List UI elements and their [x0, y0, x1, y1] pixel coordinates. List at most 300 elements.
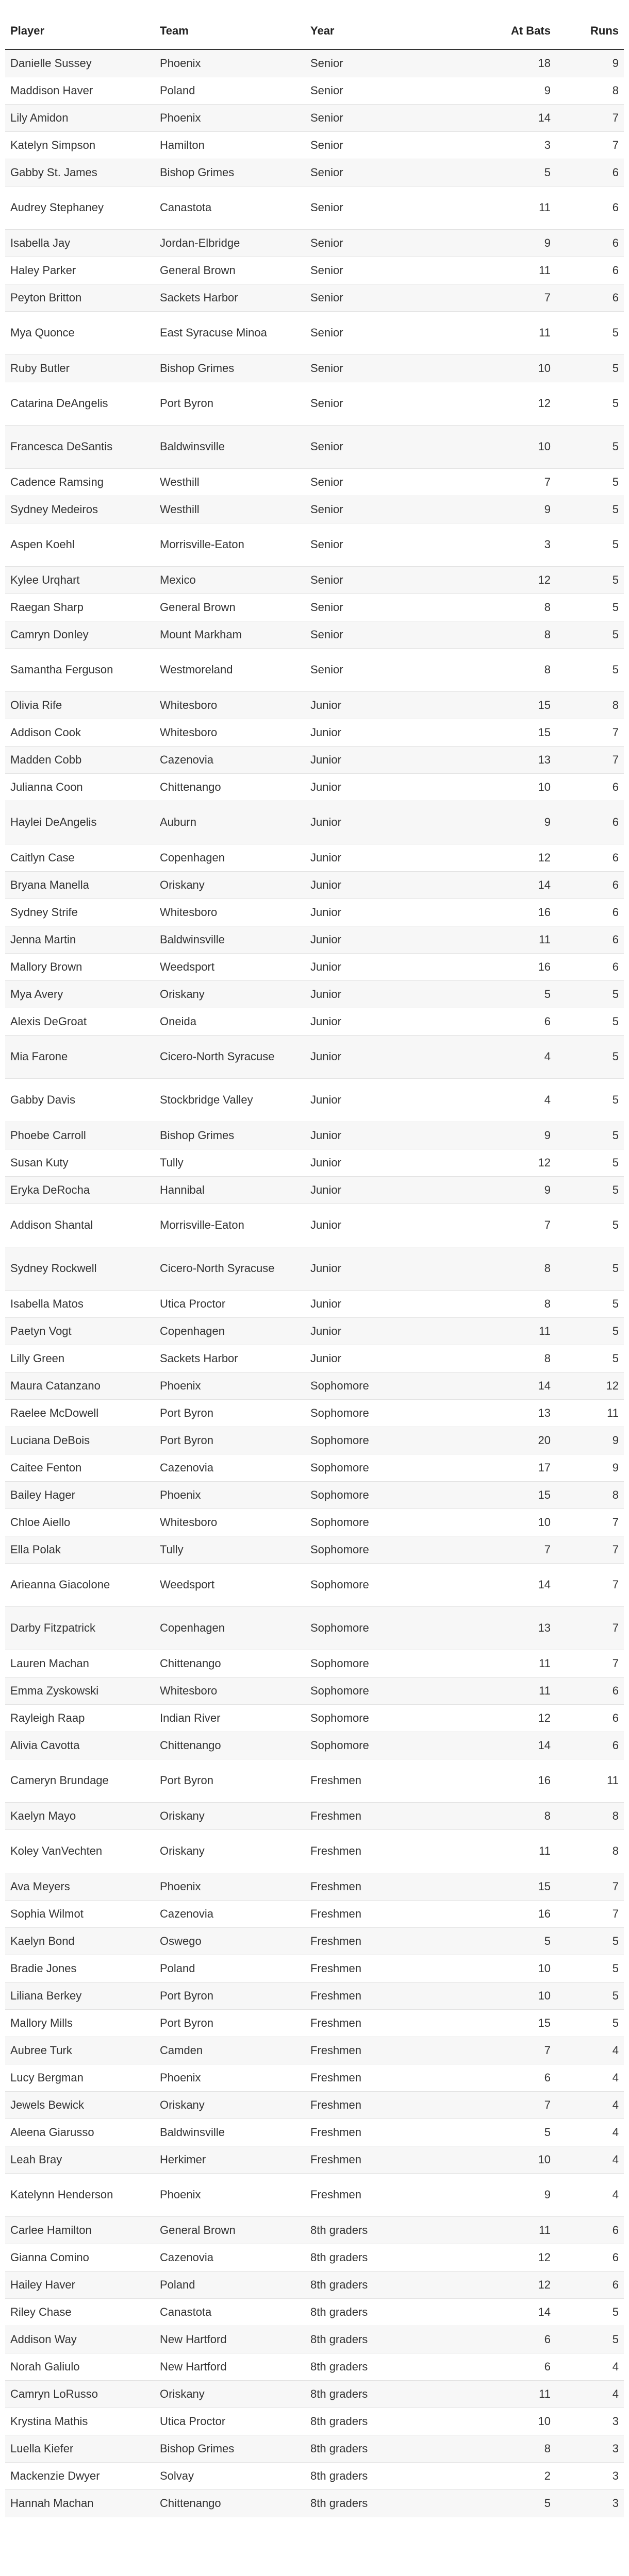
cell-runs: 5: [556, 468, 624, 496]
cell-year: Senior: [305, 77, 422, 104]
cell-year: Junior: [305, 1149, 422, 1176]
cell-player: Audrey Stephaney: [5, 186, 155, 229]
table-row: [5, 1204, 624, 1247]
cell-at-bats: 14: [422, 104, 556, 131]
cell-team: Baldwinsville: [155, 2119, 305, 2146]
cell-player: Sydney Strife: [5, 899, 155, 926]
cell-at-bats: 8: [422, 1290, 556, 1317]
cell-runs: 5: [556, 1204, 624, 1247]
cell-player: Liliana Berkey: [5, 1982, 155, 2009]
cell-team: Baldwinsville: [155, 926, 305, 953]
cell-at-bats: 13: [422, 746, 556, 773]
cell-year: Sophomore: [305, 1399, 422, 1427]
cell-at-bats: 5: [422, 159, 556, 186]
cell-year: Senior: [305, 131, 422, 159]
cell-at-bats: 11: [422, 926, 556, 953]
cell-player: Koley VanVechten: [5, 1829, 155, 1873]
cell-year: Freshmen: [305, 2119, 422, 2146]
table-row: [5, 1454, 624, 1481]
cell-team: Oneida: [155, 1008, 305, 1035]
cell-at-bats: 10: [422, 773, 556, 801]
cell-runs: 5: [556, 523, 624, 566]
cell-team: Port Byron: [155, 1982, 305, 2009]
cell-at-bats: 8: [422, 594, 556, 621]
cell-player: Rayleigh Raap: [5, 1704, 155, 1732]
cell-year: Freshmen: [305, 1802, 422, 1829]
cell-player: Hailey Haver: [5, 2271, 155, 2298]
cell-player: Hannah Machan: [5, 2489, 155, 2517]
cell-team: Utica Proctor: [155, 1290, 305, 1317]
table-row: [5, 648, 624, 691]
cell-team: General Brown: [155, 594, 305, 621]
cell-team: Port Byron: [155, 382, 305, 425]
cell-player: Mya Quonce: [5, 311, 155, 354]
cell-at-bats: 2: [422, 2462, 556, 2489]
cell-team: Phoenix: [155, 1481, 305, 1509]
cell-team: New Hartford: [155, 2326, 305, 2353]
cell-runs: 9: [556, 1454, 624, 1481]
table-row: [5, 1509, 624, 1536]
cell-team: Copenhagen: [155, 1317, 305, 1345]
cell-at-bats: 12: [422, 1704, 556, 1732]
cell-player: Mia Farone: [5, 1035, 155, 1078]
cell-runs: 4: [556, 2380, 624, 2408]
table-row: [5, 2173, 624, 2216]
table-row: [5, 2064, 624, 2091]
cell-player: Olivia Rife: [5, 691, 155, 719]
cell-year: Freshmen: [305, 2064, 422, 2091]
cell-player: Addison Way: [5, 2326, 155, 2353]
cell-runs: 5: [556, 1149, 624, 1176]
table-row: [5, 980, 624, 1008]
cell-at-bats: 5: [422, 2489, 556, 2517]
cell-player: Haylei DeAngelis: [5, 801, 155, 844]
cell-year: 8th graders: [305, 2298, 422, 2326]
cell-at-bats: 17: [422, 1454, 556, 1481]
table-row: [5, 773, 624, 801]
cell-runs: 6: [556, 899, 624, 926]
header-team[interactable]: Team: [155, 12, 305, 49]
cell-player: Arieanna Giacolone: [5, 1563, 155, 1606]
cell-at-bats: 7: [422, 2091, 556, 2119]
cell-runs: 7: [556, 1606, 624, 1650]
cell-runs: 5: [556, 1035, 624, 1078]
cell-at-bats: 11: [422, 1317, 556, 1345]
cell-team: Port Byron: [155, 2009, 305, 2037]
cell-year: Senior: [305, 566, 422, 594]
table-row: [5, 1290, 624, 1317]
table-row: [5, 2216, 624, 2244]
cell-player: Mya Avery: [5, 980, 155, 1008]
cell-at-bats: 9: [422, 2173, 556, 2216]
cell-team: General Brown: [155, 257, 305, 284]
cell-team: Westhill: [155, 496, 305, 523]
cell-year: 8th graders: [305, 2353, 422, 2380]
cell-runs: 4: [556, 2119, 624, 2146]
table-row: [5, 871, 624, 899]
cell-team: Phoenix: [155, 2173, 305, 2216]
table-row: [5, 2037, 624, 2064]
cell-team: Mexico: [155, 566, 305, 594]
cell-team: Phoenix: [155, 1873, 305, 1900]
cell-at-bats: 6: [422, 2353, 556, 2380]
cell-runs: 6: [556, 773, 624, 801]
header-row: [5, 12, 624, 49]
table-row: [5, 691, 624, 719]
cell-at-bats: 11: [422, 257, 556, 284]
cell-player: Caitlyn Case: [5, 844, 155, 871]
cell-team: Bishop Grimes: [155, 1122, 305, 1149]
cell-team: Sackets Harbor: [155, 284, 305, 311]
cell-team: General Brown: [155, 2216, 305, 2244]
cell-at-bats: 3: [422, 131, 556, 159]
table-row: [5, 1873, 624, 1900]
cell-team: Poland: [155, 1955, 305, 1982]
data-table: [5, 12, 624, 2517]
cell-runs: 6: [556, 2271, 624, 2298]
cell-team: Auburn: [155, 801, 305, 844]
cell-team: Port Byron: [155, 1399, 305, 1427]
cell-at-bats: 8: [422, 648, 556, 691]
cell-runs: 9: [556, 49, 624, 77]
cell-year: 8th graders: [305, 2326, 422, 2353]
table-row: [5, 621, 624, 648]
cell-team: Jordan-Elbridge: [155, 229, 305, 257]
table-row: [5, 1563, 624, 1606]
cell-year: Senior: [305, 229, 422, 257]
cell-player: Krystina Mathis: [5, 2408, 155, 2435]
cell-year: Senior: [305, 284, 422, 311]
cell-year: Freshmen: [305, 1873, 422, 1900]
cell-year: Junior: [305, 953, 422, 980]
table-row: [5, 1008, 624, 1035]
cell-at-bats: 18: [422, 49, 556, 77]
cell-team: Westmoreland: [155, 648, 305, 691]
cell-player: Mallory Brown: [5, 953, 155, 980]
cell-team: Port Byron: [155, 1759, 305, 1802]
cell-at-bats: 15: [422, 691, 556, 719]
table-row: [5, 594, 624, 621]
cell-runs: 5: [556, 354, 624, 382]
cell-year: Sophomore: [305, 1454, 422, 1481]
cell-year: Sophomore: [305, 1563, 422, 1606]
table-row: [5, 523, 624, 566]
cell-player: Luciana DeBois: [5, 1427, 155, 1454]
cell-team: Whitesboro: [155, 691, 305, 719]
cell-player: Phoebe Carroll: [5, 1122, 155, 1149]
cell-at-bats: 4: [422, 1078, 556, 1122]
cell-player: Alexis DeGroat: [5, 1008, 155, 1035]
cell-player: Carlee Hamilton: [5, 2216, 155, 2244]
table-row: [5, 2435, 624, 2462]
cell-year: Freshmen: [305, 1955, 422, 1982]
cell-year: Freshmen: [305, 1829, 422, 1873]
cell-year: Senior: [305, 354, 422, 382]
cell-runs: 8: [556, 1802, 624, 1829]
table-row: [5, 1759, 624, 1802]
cell-team: Cicero-North Syracuse: [155, 1247, 305, 1290]
cell-player: Aspen Koehl: [5, 523, 155, 566]
cell-team: Oriskany: [155, 1829, 305, 1873]
cell-player: Eryka DeRocha: [5, 1176, 155, 1204]
cell-team: Oriskany: [155, 871, 305, 899]
cell-at-bats: 9: [422, 77, 556, 104]
cell-player: Kaelyn Bond: [5, 1927, 155, 1955]
cell-at-bats: 9: [422, 1122, 556, 1149]
table-row: [5, 2091, 624, 2119]
cell-player: Haley Parker: [5, 257, 155, 284]
cell-runs: 7: [556, 1509, 624, 1536]
cell-player: Jenna Martin: [5, 926, 155, 953]
cell-at-bats: 3: [422, 523, 556, 566]
cell-team: Copenhagen: [155, 844, 305, 871]
cell-runs: 6: [556, 844, 624, 871]
cell-year: Junior: [305, 1122, 422, 1149]
cell-team: Whitesboro: [155, 719, 305, 746]
cell-player: Gabby St. James: [5, 159, 155, 186]
cell-runs: 6: [556, 1732, 624, 1759]
cell-player: Cadence Ramsing: [5, 468, 155, 496]
cell-team: Oriskany: [155, 2091, 305, 2119]
cell-team: Whitesboro: [155, 1509, 305, 1536]
cell-year: Junior: [305, 801, 422, 844]
cell-player: Susan Kuty: [5, 1149, 155, 1176]
cell-player: Mackenzie Dwyer: [5, 2462, 155, 2489]
cell-runs: 6: [556, 2216, 624, 2244]
cell-player: Ruby Butler: [5, 354, 155, 382]
cell-team: Phoenix: [155, 2064, 305, 2091]
header-at-bats[interactable]: At Bats: [422, 12, 556, 49]
cell-runs: 5: [556, 566, 624, 594]
cell-at-bats: 8: [422, 2435, 556, 2462]
cell-runs: 4: [556, 2173, 624, 2216]
cell-year: 8th graders: [305, 2380, 422, 2408]
table-row: [5, 104, 624, 131]
cell-player: Chloe Aiello: [5, 1509, 155, 1536]
table-row: [5, 311, 624, 354]
cell-runs: 4: [556, 2353, 624, 2380]
cell-runs: 5: [556, 311, 624, 354]
cell-runs: 7: [556, 1563, 624, 1606]
cell-at-bats: 5: [422, 2119, 556, 2146]
table-row: [5, 1481, 624, 1509]
table-row: [5, 953, 624, 980]
cell-runs: 5: [556, 980, 624, 1008]
cell-year: Sophomore: [305, 1650, 422, 1677]
cell-team: New Hartford: [155, 2353, 305, 2380]
cell-team: Herkimer: [155, 2146, 305, 2173]
cell-player: Katelyn Simpson: [5, 131, 155, 159]
cell-team: Sackets Harbor: [155, 1345, 305, 1372]
cell-player: Maura Catanzano: [5, 1372, 155, 1399]
cell-runs: 6: [556, 1677, 624, 1704]
cell-runs: 6: [556, 257, 624, 284]
cell-runs: 8: [556, 1829, 624, 1873]
cell-at-bats: 14: [422, 871, 556, 899]
cell-at-bats: 9: [422, 1176, 556, 1204]
cell-player: Aubree Turk: [5, 2037, 155, 2064]
cell-at-bats: 15: [422, 2009, 556, 2037]
cell-runs: 6: [556, 871, 624, 899]
cell-team: Morrisville-Eaton: [155, 523, 305, 566]
cell-year: Senior: [305, 382, 422, 425]
cell-player: Sophia Wilmot: [5, 1900, 155, 1927]
cell-runs: 5: [556, 621, 624, 648]
cell-year: Senior: [305, 621, 422, 648]
table-row: [5, 1606, 624, 1650]
cell-runs: 5: [556, 1078, 624, 1122]
cell-runs: 6: [556, 229, 624, 257]
cell-team: Utica Proctor: [155, 2408, 305, 2435]
cell-year: Junior: [305, 980, 422, 1008]
cell-team: Chittenango: [155, 1732, 305, 1759]
table-row: [5, 354, 624, 382]
cell-at-bats: 16: [422, 1759, 556, 1802]
cell-at-bats: 14: [422, 2298, 556, 2326]
cell-player: Camryn Donley: [5, 621, 155, 648]
cell-player: Isabella Jay: [5, 229, 155, 257]
cell-player: Lily Amidon: [5, 104, 155, 131]
cell-runs: 5: [556, 496, 624, 523]
cell-at-bats: 11: [422, 2216, 556, 2244]
cell-year: Junior: [305, 1317, 422, 1345]
cell-at-bats: 14: [422, 1563, 556, 1606]
cell-runs: 5: [556, 2298, 624, 2326]
header-player[interactable]: Player: [5, 12, 155, 49]
cell-year: Sophomore: [305, 1677, 422, 1704]
cell-at-bats: 9: [422, 229, 556, 257]
table-row: [5, 1427, 624, 1454]
cell-year: Freshmen: [305, 1759, 422, 1802]
cell-team: Solvay: [155, 2462, 305, 2489]
cell-runs: 7: [556, 1900, 624, 1927]
cell-runs: 7: [556, 104, 624, 131]
cell-at-bats: 8: [422, 1345, 556, 1372]
cell-runs: 5: [556, 1345, 624, 1372]
cell-runs: 6: [556, 1704, 624, 1732]
cell-year: Junior: [305, 844, 422, 871]
cell-at-bats: 11: [422, 1677, 556, 1704]
cell-player: Katelynn Henderson: [5, 2173, 155, 2216]
cell-player: Isabella Matos: [5, 1290, 155, 1317]
cell-runs: 5: [556, 1927, 624, 1955]
cell-year: Freshmen: [305, 2009, 422, 2037]
cell-at-bats: 11: [422, 2380, 556, 2408]
cell-at-bats: 12: [422, 2271, 556, 2298]
cell-runs: 5: [556, 425, 624, 468]
cell-team: Phoenix: [155, 1372, 305, 1399]
cell-player: Peyton Britton: [5, 284, 155, 311]
cell-at-bats: 12: [422, 382, 556, 425]
cell-year: Junior: [305, 899, 422, 926]
cell-team: Chittenango: [155, 773, 305, 801]
cell-runs: 9: [556, 1427, 624, 1454]
table-row: [5, 746, 624, 773]
cell-runs: 8: [556, 1481, 624, 1509]
cell-year: Senior: [305, 594, 422, 621]
cell-player: Lauren Machan: [5, 1650, 155, 1677]
cell-at-bats: 6: [422, 1008, 556, 1035]
cell-year: Junior: [305, 1345, 422, 1372]
cell-at-bats: 8: [422, 1802, 556, 1829]
cell-team: Phoenix: [155, 104, 305, 131]
cell-at-bats: 9: [422, 496, 556, 523]
cell-player: Julianna Coon: [5, 773, 155, 801]
cell-team: Cazenovia: [155, 1900, 305, 1927]
cell-at-bats: 7: [422, 1204, 556, 1247]
cell-runs: 5: [556, 648, 624, 691]
cell-year: Senior: [305, 159, 422, 186]
cell-runs: 3: [556, 2435, 624, 2462]
cell-player: Kylee Urqhart: [5, 566, 155, 594]
cell-player: Bryana Manella: [5, 871, 155, 899]
table-row: [5, 496, 624, 523]
cell-runs: 5: [556, 1290, 624, 1317]
table-row: [5, 801, 624, 844]
cell-team: Oriskany: [155, 980, 305, 1008]
cell-year: Junior: [305, 926, 422, 953]
cell-year: Sophomore: [305, 1732, 422, 1759]
table-row: [5, 1650, 624, 1677]
cell-player: Paetyn Vogt: [5, 1317, 155, 1345]
cell-year: Senior: [305, 648, 422, 691]
cell-year: Junior: [305, 746, 422, 773]
cell-year: Freshmen: [305, 2173, 422, 2216]
cell-player: Sydney Medeiros: [5, 496, 155, 523]
cell-team: Whitesboro: [155, 899, 305, 926]
cell-runs: 12: [556, 1372, 624, 1399]
cell-year: 8th graders: [305, 2244, 422, 2271]
cell-runs: 7: [556, 719, 624, 746]
header-year[interactable]: Year: [305, 12, 422, 49]
cell-player: Mallory Mills: [5, 2009, 155, 2037]
cell-year: Freshmen: [305, 2146, 422, 2173]
cell-team: Bishop Grimes: [155, 159, 305, 186]
cell-runs: 6: [556, 801, 624, 844]
header-runs[interactable]: Runs: [556, 12, 624, 49]
cell-team: Canastota: [155, 2298, 305, 2326]
table-row: [5, 1536, 624, 1563]
cell-at-bats: 16: [422, 1900, 556, 1927]
cell-player: Danielle Sussey: [5, 49, 155, 77]
cell-year: Senior: [305, 311, 422, 354]
cell-team: Bishop Grimes: [155, 354, 305, 382]
cell-runs: 7: [556, 1650, 624, 1677]
table-row: [5, 131, 624, 159]
table-row: [5, 382, 624, 425]
cell-runs: 4: [556, 2037, 624, 2064]
cell-team: Cazenovia: [155, 746, 305, 773]
table-row: [5, 2119, 624, 2146]
cell-team: Morrisville-Eaton: [155, 1204, 305, 1247]
cell-player: Gianna Comino: [5, 2244, 155, 2271]
cell-runs: 5: [556, 382, 624, 425]
cell-runs: 7: [556, 1536, 624, 1563]
cell-runs: 8: [556, 77, 624, 104]
cell-player: Ella Polak: [5, 1536, 155, 1563]
cell-player: Cameryn Brundage: [5, 1759, 155, 1802]
cell-player: Norah Galiulo: [5, 2353, 155, 2380]
cell-runs: 4: [556, 2146, 624, 2173]
cell-player: Samantha Ferguson: [5, 648, 155, 691]
cell-at-bats: 12: [422, 1149, 556, 1176]
cell-year: Senior: [305, 104, 422, 131]
cell-player: Leah Bray: [5, 2146, 155, 2173]
cell-year: Junior: [305, 1078, 422, 1122]
cell-team: Indian River: [155, 1704, 305, 1732]
cell-player: Maddison Haver: [5, 77, 155, 104]
cell-team: Bishop Grimes: [155, 2435, 305, 2462]
